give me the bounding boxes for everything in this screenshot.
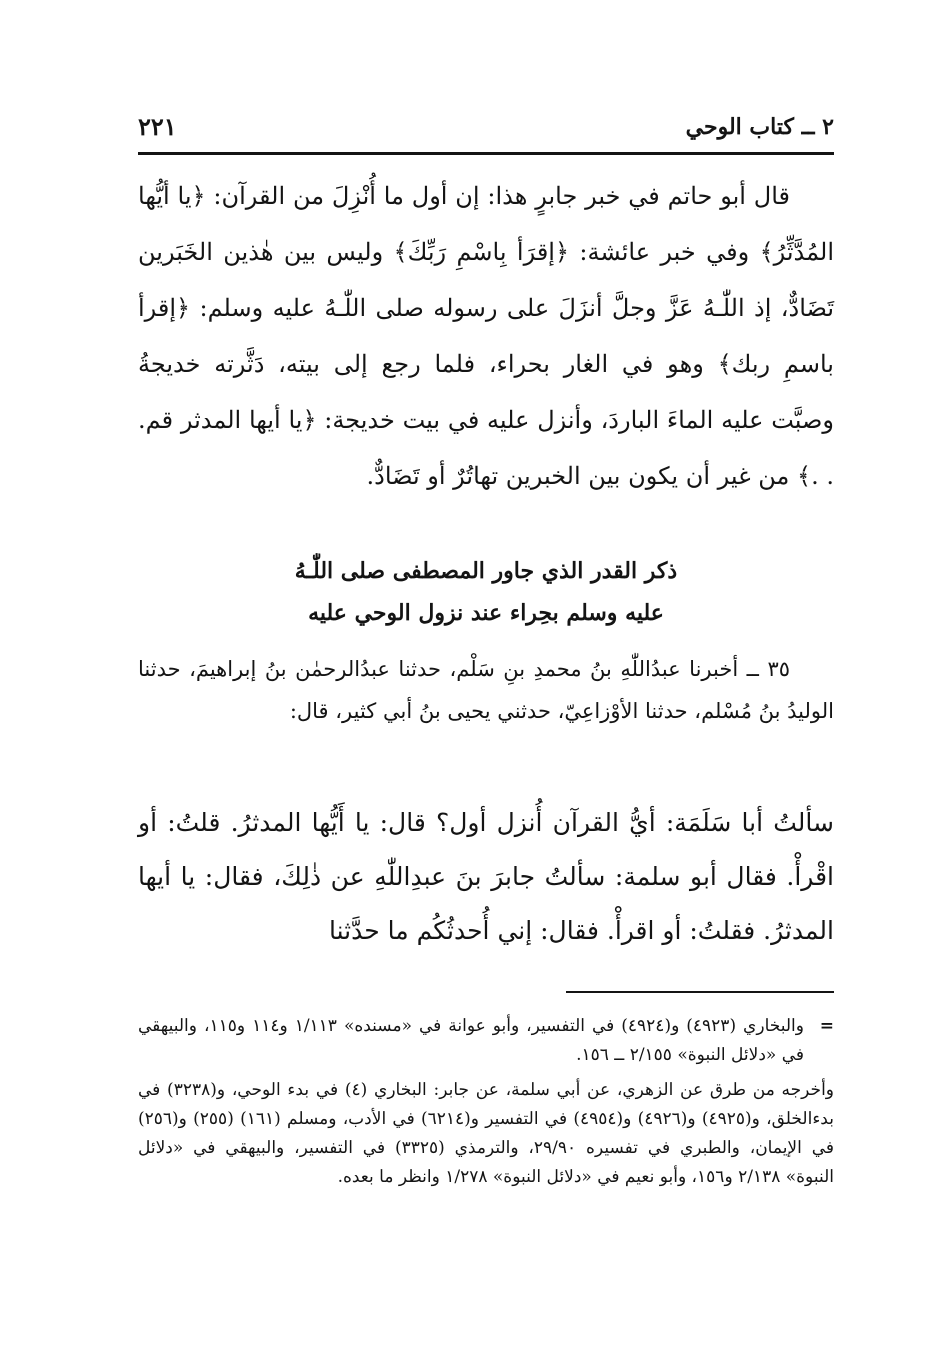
section-heading-line-2: عليه وسلم بحِراء عند نزول الوحي عليه <box>308 600 664 626</box>
footnote-continuation-marker: = <box>819 1016 834 1036</box>
header-rule <box>138 152 834 155</box>
section-heading-line-1: ذكر القدر الذي جاور المصطفى صلى اللّٰـهُ <box>294 558 678 584</box>
page-header <box>138 108 834 148</box>
page-number: ٢٢١ <box>138 112 177 141</box>
commentary-paragraph: قال أبو حاتم في خبر جابرٍ هذا: إن أول ما أُنْزِلَ من القرآن: ﴿يا أيُّها المُدَّثِّرُ﴾ وفي خبر عائشة: ﴿إقرَأ بِاسْمِ رَبِّكَ﴾ وليس بين هٰذين الخَبَرين تَضَادٌّ، إذ اللّٰـهُ عَزَّ وجلَّ أنزَلَ على رسوله صلى اللّٰـهُ عليه وسلم: ﴿إقرأ باسمِ ربك﴾ وهو في الغار بحراء، فلما رجع إلى بيته، دَثَّرته خديجةُ وصبَّت عليه الماءَ الباردَ، وأنزل عليه في بيت خديجة: ﴿يا أيها المدثر قم. . .﴾ من غير أن يكون بين الخبرين تهاتُرٌ أو تَضَادٌّ. <box>138 182 834 490</box>
footnote-1-text: والبخاري (٤٩٢٣) و(٤٩٢٤) في التفسير، وأبو عوانة في «مسنده» ١/١١٣ و١١٤ و١١٥، والبيهقي في «دلائل النبوة» ٢/١٥٥ ــ ١٥٦. <box>138 1016 804 1065</box>
hadith-text: سألتُ أبا سَلَمَة: أيُّ القرآن أُنزل أول؟ قال: يا أَيُّها المدثرُ. قلتُ: أو اقْرأْ. فقال أبو سلمة: سألتُ جابرَ بنَ عبدِاللّٰهِ عن ذٰلِكَ، فقال: يا أيها المدثرُ. فقلتُ: أو اقرأْ. فقال: إني أُحدثُكُم ما حدَّثنا <box>138 808 834 945</box>
footnote-2: وأخرجه من طرق عن الزهري، عن أبي سلمة، عن جابر: البخاري (٤) في بدء الوحي، و(٣٢٣٨) في بدءالخلق، و(٤٩٢٥) و(٤٩٢٦) و(٤٩٥٤) في التفسير و(٦٢١٤) في الأدب، ومسلم (١٦١) (٢٥٥) و(٢٥٦) في الإيمان، والطبري في تفسيره ٢٩/٩٠، والترمذي (٣٣٢٥) في التفسير، والبيهقي في «دلائل النبوة» ٢/١٣٨ و١٥٦، وأبو نعيم في «دلائل النبوة» ١/٢٧٨ وانظر ما بعده. <box>138 1080 834 1187</box>
chapter-title: ٢ ــ كتاب الوحي <box>685 114 834 140</box>
section-heading <box>160 550 812 634</box>
footnote-1 <box>138 1012 834 1070</box>
footnote-rule <box>566 991 834 993</box>
footnotes <box>138 1012 834 1192</box>
hadith-chain: ٣٥ ــ أخبرنا عبدُاللّٰهِ بنُ محمدِ بنِ سَلْم، حدثنا عبدُالرحمٰن بنُ إبراهيمَ، حدثنا الوليدُ بنُ مُسْلم، حدثنا الأوْزاعِيّ، حدثني يحيى بنُ أبي كثير، قال: <box>138 657 834 723</box>
